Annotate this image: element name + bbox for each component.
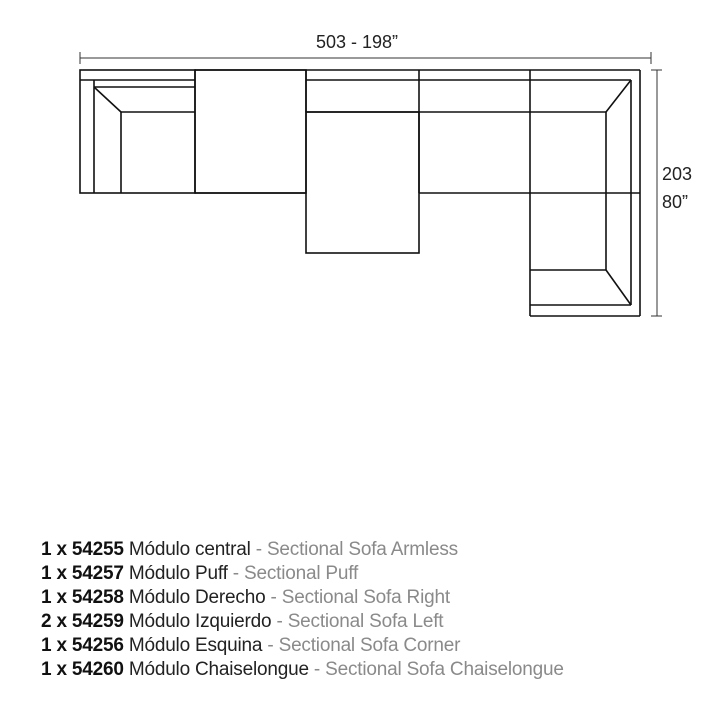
part-name-es: Módulo Puff [128, 563, 228, 584]
module-corner-chaiselongue [530, 70, 640, 316]
part-name-es: Módulo central [128, 539, 251, 560]
part-separator: - [271, 611, 288, 632]
module-puff [306, 112, 419, 253]
part-name-en: Sectional Puff [243, 563, 359, 584]
width-label: 503 - 198” [315, 32, 399, 52]
part-name-en: Sectional Sofa Armless [266, 539, 458, 560]
part-name-en: Sectional Sofa Corner [278, 635, 461, 656]
part-name-en: Sectional Sofa Right [281, 587, 450, 608]
part-name-es: Módulo Izquierdo [128, 611, 272, 632]
depth-label-in: 80” [662, 192, 689, 212]
depth-label-cm: 203 [662, 164, 693, 184]
part-separator: - [250, 539, 267, 560]
part-name-es: Módulo Esquina [128, 635, 263, 656]
part-code: 1 x 54258 [41, 587, 124, 608]
part-code: 1 x 54256 [41, 635, 124, 656]
part-code: 1 x 54260 [41, 659, 124, 680]
part-code: 1 x 54255 [41, 539, 124, 560]
part-item [41, 634, 564, 658]
part-code: 1 x 54257 [41, 563, 124, 584]
part-separator: - [227, 563, 244, 584]
module-right [195, 112, 530, 193]
module-armless-2 [195, 70, 640, 112]
part-item [41, 610, 564, 634]
part-name-en: Sectional Sofa Chaiselongue [325, 659, 564, 680]
part-item [41, 586, 564, 610]
part-name-es: Módulo Chaiselongue [128, 659, 309, 680]
part-separator: - [262, 635, 279, 656]
part-code: 2 x 54259 [41, 611, 124, 632]
width-dimension [80, 52, 651, 64]
depth-dimension [651, 70, 662, 316]
part-name-es: Módulo Derecho [128, 587, 266, 608]
module-armless-1 [195, 70, 306, 193]
part-separator: - [308, 659, 326, 680]
part-item [41, 658, 564, 682]
part-item [41, 562, 564, 586]
part-name-en: Sectional Sofa Left [287, 611, 444, 632]
part-item [41, 538, 564, 562]
module-left-arm [80, 70, 195, 193]
parts-list [41, 538, 564, 682]
part-separator: - [265, 587, 282, 608]
